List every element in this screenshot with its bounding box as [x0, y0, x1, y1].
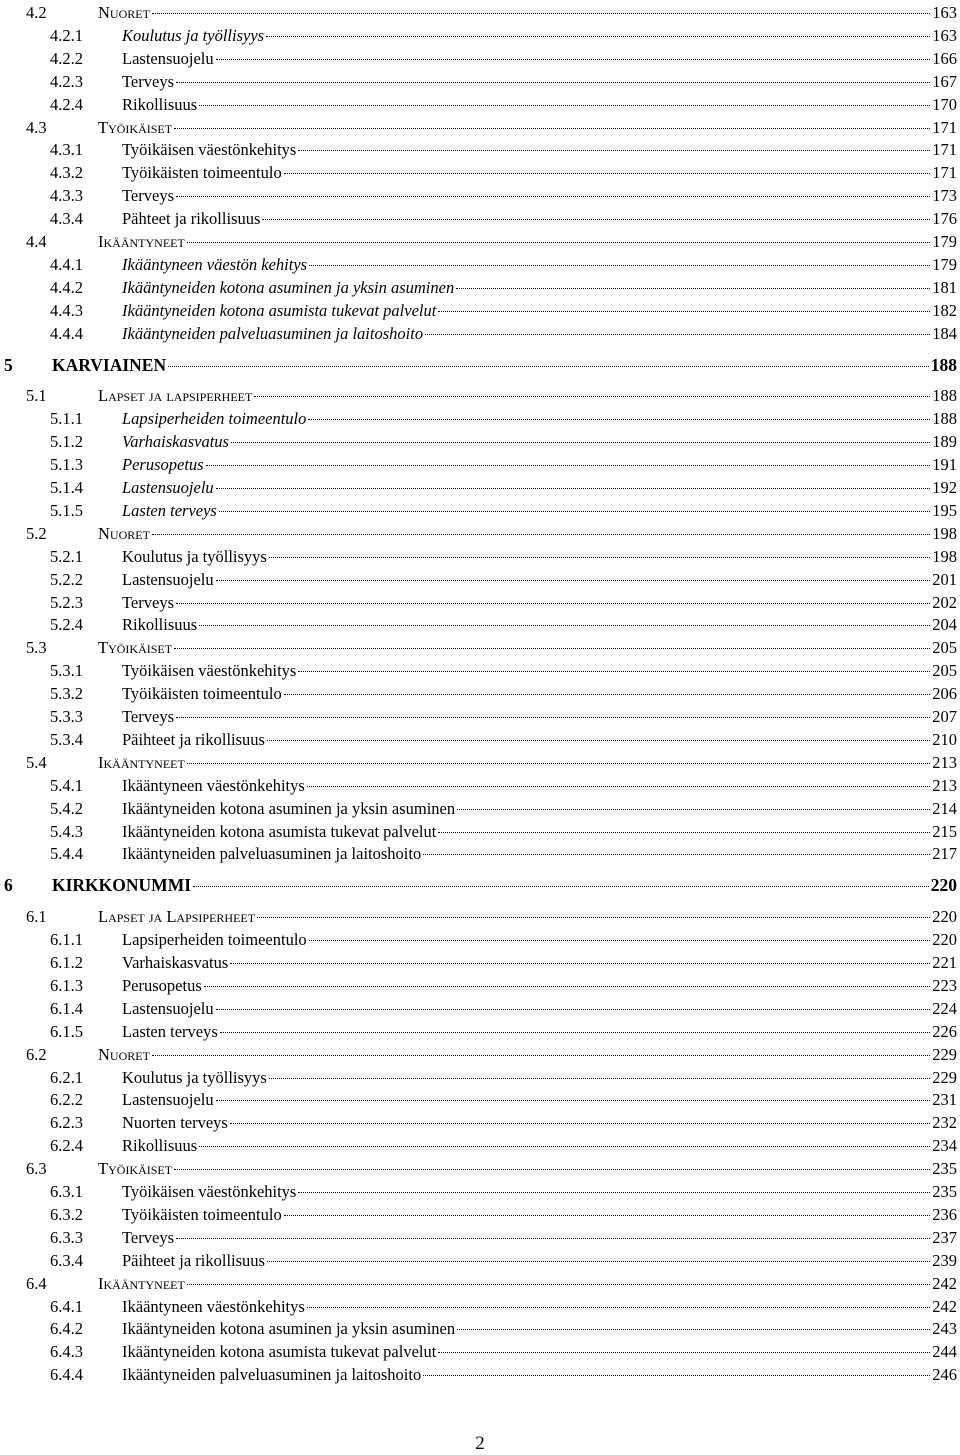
toc-entry-number: 5.2.3	[50, 592, 83, 612]
toc-entry-number: 6.2	[26, 1044, 47, 1064]
toc-entry-page: 231	[932, 1090, 957, 1110]
toc-dot-leader	[267, 740, 930, 741]
toc-entry-number: 5.1.5	[50, 500, 83, 520]
toc-entry-title: Työikäisen väestönkehitys	[122, 140, 297, 160]
toc-subsection-entry[interactable]	[50, 975, 957, 997]
toc-subsection-entry[interactable]	[50, 569, 957, 591]
toc-dot-leader	[309, 265, 930, 266]
toc-section-entry[interactable]	[26, 231, 957, 253]
toc-subsection-entry[interactable]	[50, 477, 957, 499]
toc-entry-page: 163	[932, 3, 957, 22]
toc-section-entry[interactable]	[26, 1044, 957, 1066]
toc-entry-page: 226	[932, 1021, 957, 1041]
toc-dot-leader	[216, 1009, 931, 1010]
toc-entry-number: 4.4.4	[50, 323, 83, 343]
toc-entry-title: Ikääntyneiden kotona asumista tukevat palvelut	[122, 1342, 437, 1362]
toc-entry-title: Ikääntyneiden kotona asuminen ja yksin asuminen	[122, 798, 456, 818]
toc-entry-number: 5.4.1	[50, 775, 83, 795]
toc-entry-number: 5.4.3	[50, 821, 83, 841]
toc-subsection-entry[interactable]	[50, 660, 957, 682]
toc-entry-title: KIRKKONUMMI	[52, 875, 192, 896]
toc-dot-leader	[193, 886, 929, 887]
toc-entry-title: Ikääntyneen väestön kehitys	[122, 254, 308, 274]
toc-entry-title: Ikääntyneiden palveluasuminen ja laitoshoito	[122, 844, 422, 864]
toc-entry-number: 5.1.4	[50, 478, 83, 497]
toc-entry-title: Päihteet ja rikollisuus	[122, 1250, 265, 1270]
toc-entry-number: 4.2.1	[50, 25, 83, 45]
toc-dot-leader	[204, 986, 931, 987]
toc-entry-number: 5.3.3	[50, 707, 83, 726]
toc-entry-page: 243	[932, 1319, 957, 1339]
toc-subsection-entry[interactable]	[50, 798, 957, 820]
toc-entry-title: Terveys	[122, 186, 174, 206]
toc-entry-number: 4.4.2	[50, 277, 83, 297]
toc-entry-title: Työikäisten toimeentulo	[122, 163, 282, 183]
toc-entry-page: 195	[932, 500, 957, 520]
toc-entry-title: Ikääntyneiden palveluasuminen ja laitoshoito	[122, 323, 424, 343]
toc-dot-leader	[438, 1352, 930, 1353]
toc-entry-number: 5.1.1	[50, 409, 83, 429]
toc-entry-page: 213	[932, 775, 957, 795]
toc-entry-title: Perusopetus	[122, 975, 202, 995]
toc-dot-leader	[152, 1055, 930, 1056]
toc-dot-leader	[423, 854, 930, 855]
toc-entry-title: Koulutus ja työllisyys	[122, 546, 267, 566]
toc-entry-title: Lastensuojelu	[122, 998, 214, 1018]
toc-entry-number: 4.2.2	[50, 48, 83, 68]
toc-dot-leader	[187, 1284, 930, 1285]
toc-section-entry[interactable]	[26, 1158, 957, 1180]
toc-entry-title: Lapsiperheiden toimeentulo	[122, 409, 307, 429]
toc-entry-number: 4.4.1	[50, 254, 83, 274]
toc-entry-page: 235	[932, 1182, 957, 1201]
toc-entry-number: 4.3	[26, 117, 47, 137]
toc-subsection-entry[interactable]	[50, 1089, 957, 1111]
toc-dot-leader	[230, 963, 930, 964]
toc-entry-title: Työikäiset	[98, 638, 173, 658]
toc-entry-page: 170	[932, 94, 957, 114]
toc-section-entry[interactable]	[26, 906, 957, 928]
toc-entry-title: Päihteet ja rikollisuus	[122, 729, 265, 749]
toc-entry-page: 188	[932, 409, 957, 429]
toc-dot-leader	[456, 288, 930, 289]
toc-dot-leader	[187, 763, 930, 764]
toc-entry-title: Ikääntyneet	[98, 232, 185, 251]
toc-subsection-entry[interactable]	[50, 162, 957, 184]
toc-dot-leader	[216, 1100, 931, 1101]
toc-entry-number: 6.3.4	[50, 1250, 83, 1270]
toc-entry-page: 182	[932, 300, 957, 320]
toc-entry-title: Lapset ja Lapsiperheet	[98, 907, 256, 927]
toc-dot-leader	[231, 442, 930, 443]
toc-subsection-entry[interactable]	[50, 208, 957, 230]
toc-entry-title: Ikääntyneiden kotona asuminen ja yksin asuminen	[122, 277, 455, 297]
toc-entry-number: 4.2.4	[50, 94, 83, 114]
toc-dot-leader	[219, 511, 930, 512]
toc-subsection-entry[interactable]	[50, 706, 957, 728]
toc-entry-page: 171	[932, 117, 957, 137]
toc-entry-title: Lastensuojelu	[122, 478, 214, 497]
toc-subsection-entry[interactable]	[50, 998, 957, 1020]
toc-entry-page: 206	[932, 684, 957, 704]
toc-dot-leader	[206, 465, 931, 466]
toc-entry-number: 4.4	[26, 232, 47, 251]
toc-entry-page: 202	[932, 592, 957, 612]
toc-entry-page: 244	[932, 1342, 957, 1362]
toc-entry-page: 188	[932, 386, 957, 406]
toc-entry-page: 213	[932, 752, 957, 772]
toc-entry-number: 5.3.4	[50, 729, 83, 749]
toc-dot-leader	[307, 786, 930, 787]
toc-subsection-entry[interactable]	[50, 323, 957, 345]
toc-entry-number: 6.4	[26, 1273, 47, 1293]
toc-entry-number: 6	[4, 875, 13, 896]
toc-entry-page: 204	[932, 615, 957, 635]
toc-entry-title: KARVIAINEN	[52, 354, 167, 375]
toc-entry-title: Työikäisen väestönkehitys	[122, 661, 297, 681]
toc-entry-number: 4.2	[26, 3, 47, 22]
toc-dot-leader	[254, 396, 930, 397]
toc-dot-leader	[168, 366, 929, 367]
toc-entry-page: 242	[932, 1273, 957, 1293]
toc-entry-page: 217	[932, 844, 957, 864]
toc-entry-number: 6.2.4	[50, 1136, 83, 1156]
toc-subsection-entry[interactable]	[50, 1341, 957, 1363]
toc-entry-number: 5.1.2	[50, 432, 83, 452]
toc-entry-number: 5.3.1	[50, 661, 83, 681]
toc-dot-leader	[199, 1146, 930, 1147]
toc-entry-page: 232	[932, 1113, 957, 1133]
toc-entry-page: 198	[932, 523, 957, 543]
toc-section-entry[interactable]	[26, 1273, 957, 1295]
toc-subsection-entry[interactable]	[50, 1067, 957, 1089]
toc-subsection-entry[interactable]	[50, 139, 957, 161]
toc-entry-page: 179	[932, 232, 957, 251]
toc-entry-page: 223	[932, 975, 957, 995]
toc-dot-leader	[220, 1032, 930, 1033]
toc-entry-page: 176	[932, 209, 957, 229]
toc-entry-title: Rikollisuus	[122, 1136, 198, 1156]
toc-entry-number: 5.1	[26, 386, 47, 406]
toc-subsection-entry[interactable]	[50, 500, 957, 522]
toc-subsection-entry[interactable]	[50, 1364, 957, 1386]
toc-entry-title: Lapsiperheiden toimeentulo	[122, 930, 307, 950]
toc-entry-title: Lastensuojelu	[122, 569, 214, 589]
toc-entry-number: 6.2.1	[50, 1067, 83, 1087]
toc-entry-title: Terveys	[122, 592, 174, 612]
toc-entry-page: 237	[932, 1227, 957, 1247]
toc-subsection-entry[interactable]	[50, 929, 957, 951]
toc-dot-leader	[174, 128, 930, 129]
toc-entry-number: 5.3	[26, 638, 47, 658]
toc-entry-page: 229	[932, 1044, 957, 1064]
toc-entry-title: Nuoret	[98, 3, 150, 22]
toc-entry-number: 6.3	[26, 1159, 47, 1179]
toc-chapter-entry[interactable]	[4, 354, 957, 376]
toc-entry-number: 6.1.2	[50, 953, 83, 972]
toc-entry-page: 173	[932, 186, 957, 206]
toc-entry-page: 236	[932, 1204, 957, 1224]
toc-subsection-entry[interactable]	[50, 614, 957, 636]
toc-entry-page: 242	[932, 1296, 957, 1316]
toc-dot-leader	[176, 603, 930, 604]
toc-entry-page: 201	[932, 569, 957, 589]
toc-dot-leader	[298, 671, 930, 672]
toc-entry-number: 6.4.3	[50, 1342, 83, 1362]
toc-entry-title: Työikäiset	[98, 1159, 173, 1179]
toc-dot-leader	[269, 557, 930, 558]
toc-entry-title: Perusopetus	[122, 455, 204, 475]
toc-subsection-entry[interactable]	[50, 25, 957, 47]
toc-dot-leader	[457, 809, 930, 810]
toc-dot-leader	[269, 1078, 930, 1079]
toc-dot-leader	[457, 1329, 930, 1330]
toc-dot-leader	[187, 242, 930, 243]
toc-dot-leader	[423, 1375, 930, 1376]
toc-subsection-entry[interactable]	[50, 408, 957, 430]
toc-entry-page: 210	[932, 729, 957, 749]
toc-subsection-entry[interactable]	[50, 1204, 957, 1226]
toc-dot-leader	[199, 105, 930, 106]
toc-entry-title: Nuoret	[98, 1044, 150, 1064]
toc-entry-title: Rikollisuus	[122, 94, 198, 114]
toc-subsection-entry[interactable]	[50, 48, 957, 70]
toc-entry-number: 6.1.5	[50, 1021, 83, 1041]
toc-entry-title: Lasten terveys	[122, 500, 217, 520]
toc-subsection-entry[interactable]	[50, 729, 957, 751]
toc-entry-number: 6.1.1	[50, 930, 83, 950]
toc-subsection-entry[interactable]	[50, 1181, 957, 1203]
toc-entry-title: Työikäisten toimeentulo	[122, 1204, 282, 1224]
toc-entry-number: 6.1.4	[50, 998, 83, 1018]
toc-entry-title: Nuorten terveys	[122, 1113, 228, 1133]
toc-dot-leader	[262, 219, 930, 220]
toc-subsection-entry[interactable]	[50, 1250, 957, 1272]
toc-entry-page: 198	[932, 546, 957, 566]
toc-entry-page: 205	[932, 661, 957, 681]
toc-entry-title: Terveys	[122, 707, 174, 726]
toc-subsection-entry[interactable]	[50, 546, 957, 568]
toc-dot-leader	[309, 940, 931, 941]
toc-entry-number: 5.2.2	[50, 569, 83, 589]
toc-dot-leader	[298, 150, 930, 151]
toc-entry-title: Varhaiskasvatus	[122, 432, 229, 452]
toc-entry-title: Työikäisten toimeentulo	[122, 684, 282, 704]
toc-entry-page: 229	[932, 1067, 957, 1087]
toc-subsection-entry[interactable]	[50, 1021, 957, 1043]
toc-entry-page: 171	[932, 163, 957, 183]
toc-section-entry[interactable]	[26, 2, 957, 24]
toc-entry-title: Lastensuojelu	[122, 1090, 214, 1110]
toc-entry-title: Nuoret	[98, 523, 150, 543]
toc-dot-leader	[266, 36, 930, 37]
toc-entry-number: 6.3.1	[50, 1182, 83, 1201]
toc-entry-page: 188	[930, 354, 957, 375]
toc-entry-number: 6.1.3	[50, 975, 83, 995]
toc-dot-leader	[307, 1307, 930, 1308]
toc-entry-title: Koulutus ja työllisyys	[122, 1067, 267, 1087]
toc-entry-title: Koulutus ja työllisyys	[122, 25, 265, 45]
toc-subsection-entry[interactable]	[50, 1112, 957, 1134]
toc-entry-page: 207	[932, 707, 957, 726]
toc-entry-number: 4.4.3	[50, 300, 83, 320]
toc-entry-title: Lapset ja lapsiperheet	[98, 386, 253, 406]
toc-subsection-entry[interactable]	[50, 683, 957, 705]
toc-entry-number: 5.2	[26, 523, 47, 543]
toc-entry-number: 5	[4, 354, 13, 375]
toc-dot-leader	[216, 488, 931, 489]
toc-dot-leader	[284, 1215, 931, 1216]
toc-subsection-entry[interactable]	[50, 843, 957, 865]
toc-entry-page: 166	[932, 48, 957, 68]
toc-entry-number: 5.2.1	[50, 546, 83, 566]
toc-entry-number: 4.3.2	[50, 163, 83, 183]
toc-dot-leader	[284, 694, 931, 695]
toc-entry-title: Varhaiskasvatus	[122, 953, 229, 972]
toc-dot-leader	[199, 625, 930, 626]
page-number: 2	[475, 1433, 485, 1454]
toc-entry-page: 234	[932, 1136, 957, 1156]
toc-section-entry[interactable]	[26, 523, 957, 545]
toc-entry-page: 246	[932, 1365, 957, 1385]
toc-entry-page: 181	[932, 277, 957, 297]
toc-entry-title: Ikääntyneen väestönkehitys	[122, 1296, 305, 1316]
toc-chapter-entry[interactable]	[4, 874, 957, 896]
toc-subsection-entry[interactable]	[50, 1135, 957, 1157]
toc-entry-title: Ikääntyneet	[98, 1273, 185, 1293]
toc-entry-page: 167	[932, 71, 957, 91]
toc-subsection-entry[interactable]	[50, 454, 957, 476]
toc-subsection-entry[interactable]	[50, 821, 957, 843]
toc-entry-title: Rikollisuus	[122, 615, 198, 635]
toc-entry-number: 5.4.2	[50, 798, 83, 818]
toc-subsection-entry[interactable]	[50, 94, 957, 116]
toc-dot-leader	[176, 1238, 930, 1239]
toc-entry-title: Terveys	[122, 71, 174, 91]
toc-dot-leader	[152, 534, 930, 535]
toc-section-entry[interactable]	[26, 385, 957, 407]
toc-dot-leader	[152, 13, 930, 14]
toc-subsection-entry[interactable]	[50, 775, 957, 797]
toc-entry-number: 4.3.3	[50, 186, 83, 206]
toc-dot-leader	[284, 173, 931, 174]
toc-entry-page: 235	[932, 1159, 957, 1179]
toc-dot-leader	[438, 311, 930, 312]
toc-entry-title: Ikääntyneiden palveluasuminen ja laitoshoito	[122, 1365, 422, 1385]
toc-entry-title: Ikääntyneen väestönkehitys	[122, 775, 305, 795]
toc-entry-page: 184	[932, 323, 957, 343]
toc-entry-page: 214	[932, 798, 957, 818]
toc-entry-number: 6.4.4	[50, 1365, 83, 1385]
toc-entry-number: 6.2.2	[50, 1090, 83, 1110]
toc-subsection-entry[interactable]	[50, 277, 957, 299]
toc-entry-page: 171	[932, 140, 957, 160]
toc-entry-page: 192	[932, 478, 957, 497]
toc-entry-page: 215	[932, 821, 957, 841]
toc-subsection-entry[interactable]	[50, 431, 957, 453]
toc-entry-page: 220	[932, 930, 957, 950]
toc-entry-number: 5.2.4	[50, 615, 83, 635]
toc-entry-page: 221	[932, 953, 957, 972]
toc-entry-number: 6.4.1	[50, 1296, 83, 1316]
toc-entry-number: 5.4.4	[50, 844, 83, 864]
toc-entry-title: Ikääntyneiden kotona asuminen ja yksin asuminen	[122, 1319, 456, 1339]
toc-dot-leader	[174, 648, 930, 649]
toc-entry-title: Ikääntyneet	[98, 752, 185, 772]
toc-entry-number: 6.2.3	[50, 1113, 83, 1133]
toc-entry-page: 179	[932, 254, 957, 274]
toc-subsection-entry[interactable]	[50, 1318, 957, 1340]
toc-entry-number: 4.3.1	[50, 140, 83, 160]
toc-entry-title: Työikäiset	[98, 117, 173, 137]
toc-entry-number: 6.4.2	[50, 1319, 83, 1339]
toc-entry-number: 5.1.3	[50, 455, 83, 475]
toc-entry-number: 4.3.4	[50, 209, 83, 229]
toc-section-entry[interactable]	[26, 752, 957, 774]
toc-entry-number: 5.4	[26, 752, 47, 772]
toc-entry-page: 191	[932, 455, 957, 475]
toc-section-entry[interactable]	[26, 637, 957, 659]
toc-entry-title: Ikääntyneiden kotona asumista tukevat palvelut	[122, 821, 437, 841]
toc-subsection-entry[interactable]	[50, 300, 957, 322]
toc-dot-leader	[176, 717, 930, 718]
toc-subsection-entry[interactable]	[50, 254, 957, 276]
toc-subsection-entry[interactable]	[50, 1296, 957, 1318]
toc-dot-leader	[267, 1261, 930, 1262]
toc-dot-leader	[425, 334, 930, 335]
toc-dot-leader	[176, 196, 930, 197]
toc-entry-page: 163	[932, 25, 957, 45]
toc-dot-leader	[174, 1169, 930, 1170]
toc-subsection-entry[interactable]	[50, 1227, 957, 1249]
toc-entry-title: Ikääntyneiden kotona asumista tukevat palvelut	[122, 300, 437, 320]
toc-entry-number: 6.3.2	[50, 1204, 83, 1224]
toc-subsection-entry[interactable]	[50, 592, 957, 614]
toc-entry-page: 239	[932, 1250, 957, 1270]
toc-dot-leader	[298, 1192, 930, 1193]
toc-section-entry[interactable]	[26, 117, 957, 139]
toc-dot-leader	[216, 580, 931, 581]
toc-dot-leader	[230, 1123, 930, 1124]
toc-dot-leader	[176, 82, 930, 83]
toc-dot-leader	[438, 832, 930, 833]
toc-entry-page: 220	[930, 875, 957, 896]
toc-entry-number: 6.3.3	[50, 1227, 83, 1247]
toc-dot-leader	[216, 59, 931, 60]
toc-entry-page: 224	[932, 998, 957, 1018]
toc-entry-page: 189	[932, 432, 957, 452]
toc-subsection-entry[interactable]	[50, 952, 957, 974]
toc-entry-title: Lastensuojelu	[122, 48, 214, 68]
toc-entry-number: 4.2.3	[50, 71, 83, 91]
toc-entry-title: Terveys	[122, 1227, 174, 1247]
toc-subsection-entry[interactable]	[50, 71, 957, 93]
toc-entry-title: Työikäisen väestönkehitys	[122, 1182, 297, 1201]
toc-subsection-entry[interactable]	[50, 185, 957, 207]
toc-entry-page: 220	[932, 907, 957, 927]
toc-entry-number: 5.3.2	[50, 684, 83, 704]
toc-entry-page: 205	[932, 638, 957, 658]
toc-entry-title: Lasten terveys	[122, 1021, 218, 1041]
toc-entry-title: Pähteet ja rikollisuus	[122, 209, 261, 229]
toc-dot-leader	[308, 419, 930, 420]
toc-dot-leader	[257, 917, 930, 918]
toc-entry-number: 6.1	[26, 907, 47, 927]
